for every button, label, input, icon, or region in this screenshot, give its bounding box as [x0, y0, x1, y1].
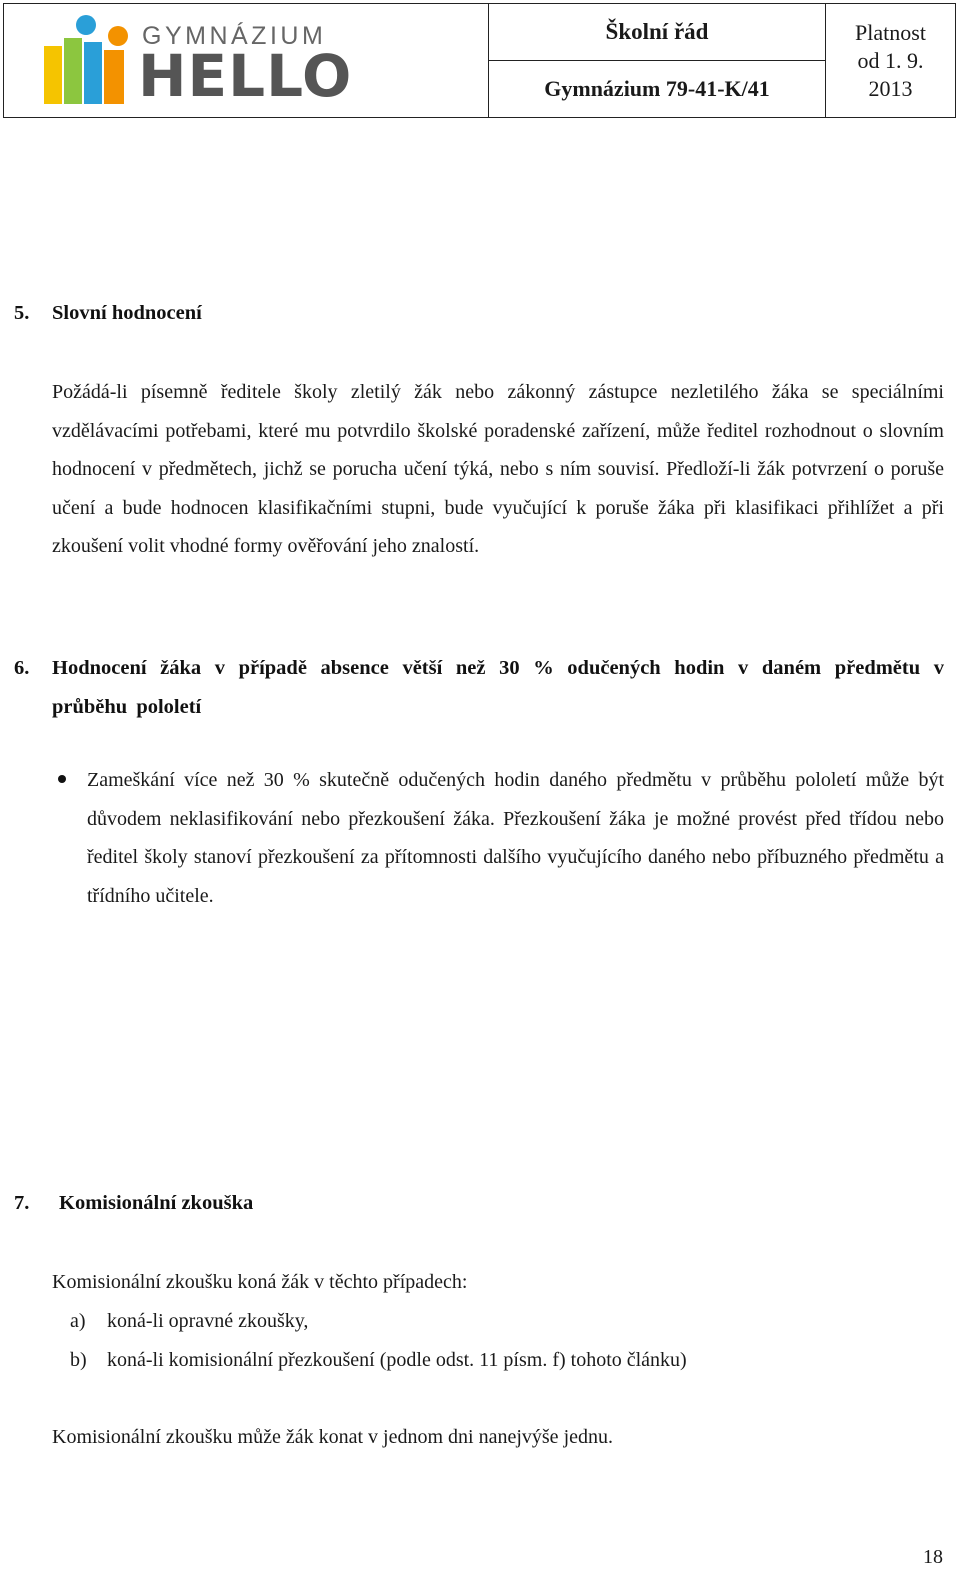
- section-5-number: 5.: [14, 302, 30, 324]
- section-5-title: Slovní hodnocení: [52, 302, 202, 324]
- section-7-heading: [14, 1192, 253, 1215]
- section-7-intro: Komisionální zkoušku koná žák v těchto případech:: [52, 1271, 468, 1293]
- logo-cell: [4, 4, 489, 117]
- logo-text-hello: HELLO: [138, 42, 353, 110]
- section-5-paragraph: Požádá-li písemně ředitele školy zletilý žák nebo zákonný zástupce nezletilého žáka se speciálními vzdělávacími potřebami, které mu potvrdilo školské poradenské zařízení, může ředitel rozhodnout o slovním hodnocení v předmětech, jichž se porucha učení týká, nebo s ním souvisí. Předloží-li žák potvrzení o poruše učení a bude hodnocen klasifikačními stupni, bude vyučující k poruše žáka při klasifikaci přihlížet a při zkoušení volit vhodné formy ověřování jeho znalostí.: [52, 381, 944, 558]
- section-6-bullet: Zameškání více než 30 % skutečně odučených hodin daného předmětu v průběhu pololetí může být důvodem neklasifikování nebo přezkoušení žáka. Přezkoušení žáka je možné provést před třídou nebo ředitel školy stanoví přezkoušení za přítomnosti dalšího vyučujícího daného nebo příbuzného předmětu a třídního učitele.: [87, 769, 944, 907]
- bullet-dot-icon: [58, 775, 66, 783]
- title-cell: [489, 4, 826, 117]
- validity-line-2: od 1. 9.: [857, 47, 924, 73]
- list-item-text: koná-li komisionální přezkoušení (podle odst. 11 písm. f) tohoto článku): [107, 1349, 687, 1371]
- logo-text-gymnazium: GYMNÁZIUM: [142, 22, 327, 50]
- list-item-label: b): [70, 1349, 87, 1371]
- list-item-text: koná-li opravné zkoušky,: [107, 1310, 309, 1332]
- section-7-number: 7.: [14, 1192, 30, 1214]
- section-6-number: 6.: [14, 657, 30, 679]
- document-subtitle: Gymnázium 79-41-K/41: [544, 76, 770, 101]
- document-title: Školní řád: [489, 4, 825, 61]
- list-item-label: a): [70, 1310, 86, 1332]
- document-header: [3, 3, 956, 118]
- page-number: 18: [923, 1546, 943, 1568]
- logo-mark-icon: [40, 12, 140, 107]
- validity-line-1: Platnost: [855, 19, 926, 45]
- section-6-title: Hodnocení žáka v případě absence větší než 30 % odučených hodin v daném předmětu v průběhu pololetí: [52, 657, 944, 718]
- section-7-closing: Komisionální zkoušku může žák konat v jednom dni nanejvýše jednu.: [52, 1426, 613, 1448]
- section-7-title: Komisionální zkouška: [59, 1192, 254, 1214]
- section-5-heading: [14, 302, 202, 325]
- section-6-heading: [14, 649, 944, 727]
- validity-cell: [826, 4, 955, 117]
- validity-line-3: 2013: [868, 75, 913, 101]
